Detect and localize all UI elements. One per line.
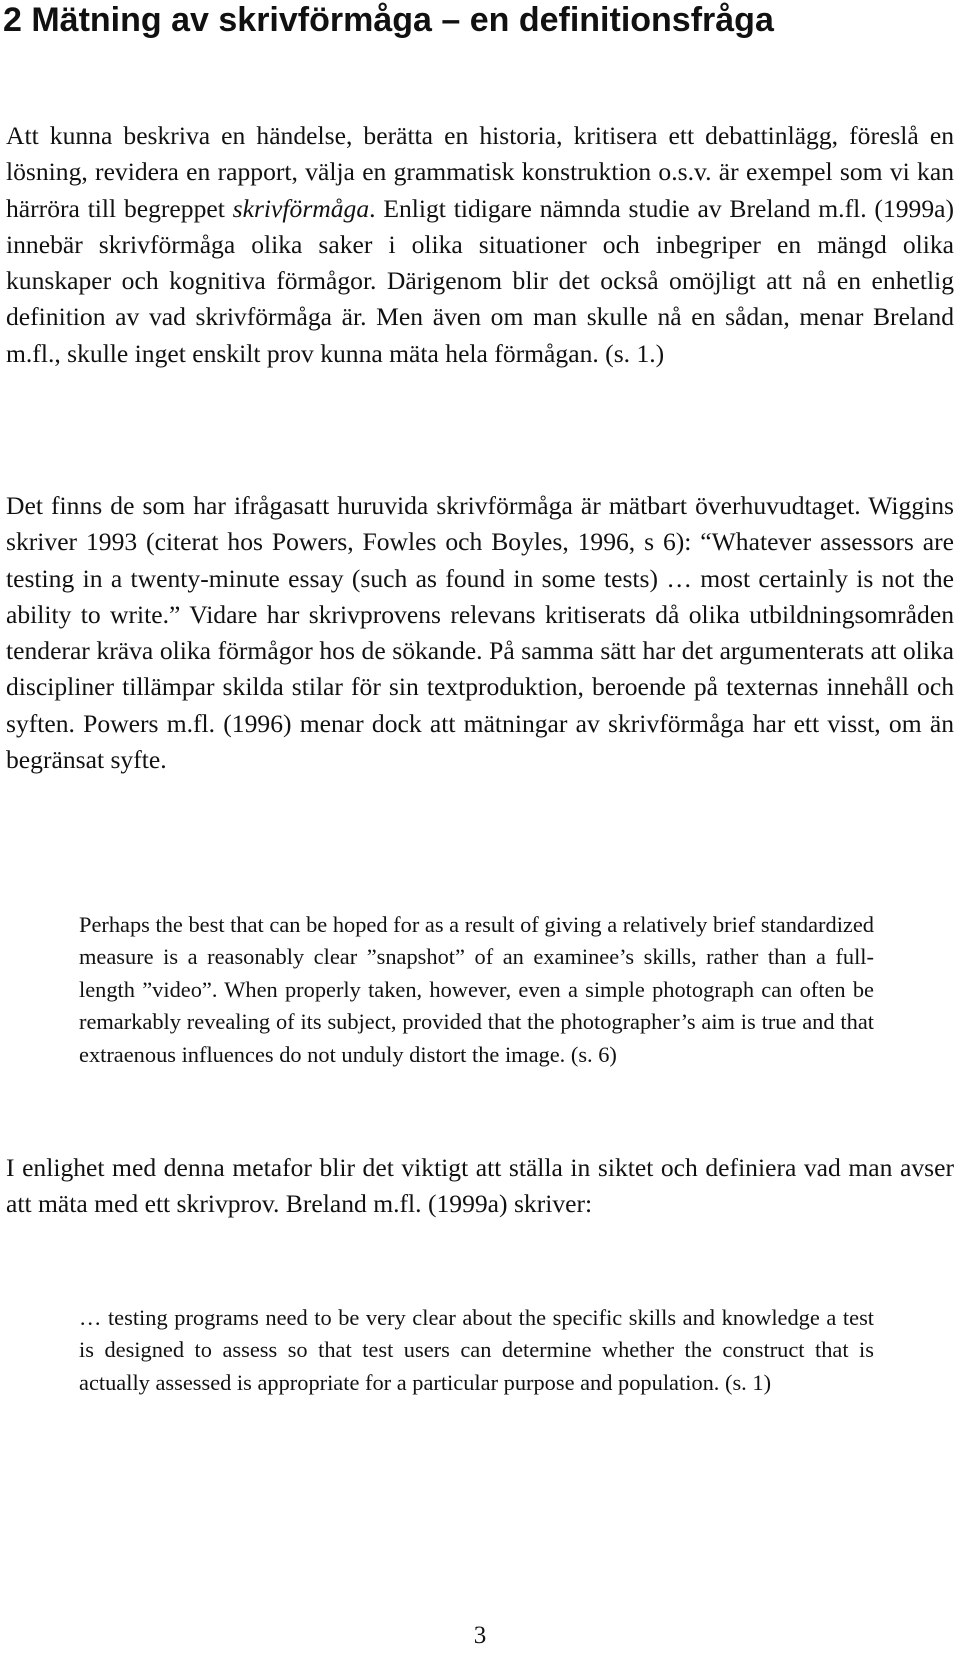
section-heading: 2 Mätning av skrivförmåga – en definitionsfråga xyxy=(3,1,774,39)
term-skrivformaga: skrivförmåga xyxy=(232,193,370,223)
paragraph-writing-ability-definition xyxy=(6,118,954,372)
paragraph1-text-start: Att kunna beskriva en händelse, berätta en historia, kritisera ett debattinlägg, föreslå en lösning, revidera en rapport, välja en grammatisk konstruktion o.s.v. är exempel som vi kan härröra till begreppet xyxy=(6,121,954,223)
page-number: 3 xyxy=(473,1622,487,1649)
paragraph-metaphor: I enlighet med denna metafor blir det viktigt att ställa in siktet och definiera vad man avser att mäta med ett skrivprov. Breland m.fl. (1999a) skriver: xyxy=(6,1153,954,1219)
block-quote-testing-programs: … testing programs need to be very clear about the specific skills and knowledge a test is designed to assess so that test users can determine whether the construct that is actually assessed is appropriate for a particular purpose and population. (s. 1) xyxy=(79,1305,874,1395)
paragraph1-text-end: . Enligt tidigare nämnda studie av Breland m.fl. (1999a) innebär skrivförmåga olika saker i olika situationer och inbegriper en mängd olika kunskaper och kognitiva förmågor. Därigenom blir det också omöjligt att nå en enhetlig definition av vad skrivförmåga är. Men även om man skulle nå en sådan, menar Breland m.fl., skulle inget enskilt prov kunna mäta hela förmågan. (s. 1.) xyxy=(6,193,955,368)
block-quote-snapshot: Perhaps the best that can be hoped for as a result of giving a relatively brief standardized measure is a reasonably clear ”snapshot” of an examinee’s skills, rather than a full-length ”video”. When properly taken, however, even a simple photograph can often be remarkably revealing of its subject, provided that the photographer’s aim is true and that extraenous influences do not unduly distort the image. (s. 6) xyxy=(79,912,874,1067)
paragraph-measurability: Det finns de som har ifrågasatt huruvida skrivförmåga är mätbart överhuvudtaget. Wiggins skriver 1993 (citerat hos Powers, Fowles och Boyles, 1996, s 6): “Whatever assessors are testing in a twenty-minute essay (such as found in some tests) … most certainly is not the ability to write.” Vidare har skrivprovens relevans kritiserats då olika utbildningsområden tenderar kräva olika förmågor hos de sökande. På samma sätt har det argumenterats att olika discipliner tillämpar skilda stilar för sin textproduktion, beroende på texternas innehåll och syften. Powers m.fl. (1996) menar dock att mätningar av skrivförmåga har ett visst, om än begränsat syfte. xyxy=(6,491,954,775)
